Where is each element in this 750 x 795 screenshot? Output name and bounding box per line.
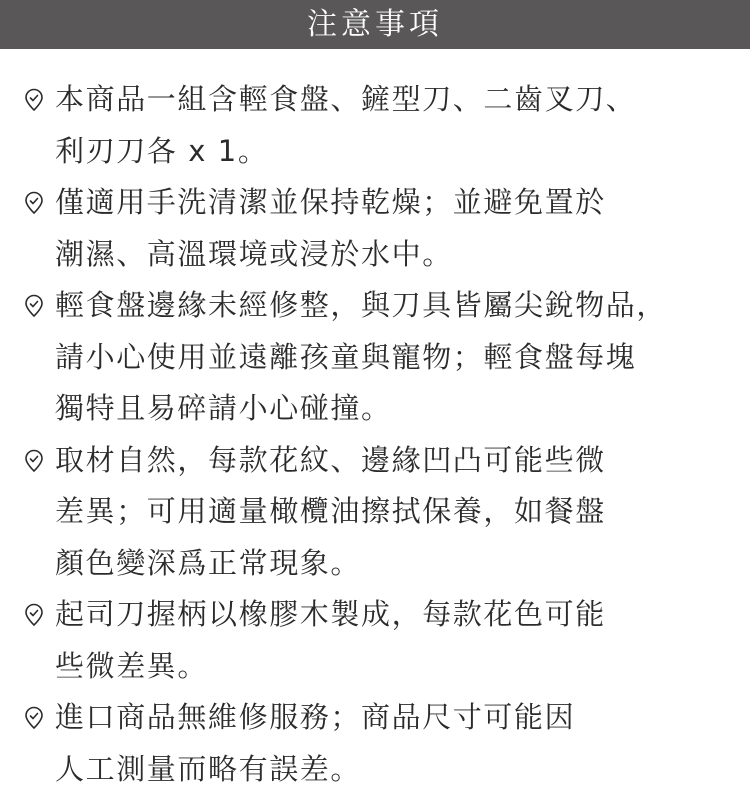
location-pin-check-icon <box>22 706 46 730</box>
note-line: 取材自然，每款花紋、邊緣凹凸可能些微 <box>55 435 736 487</box>
note-line: 些微差異。 <box>55 641 736 693</box>
location-pin-check-icon <box>22 449 46 473</box>
note-line: 顏色變深爲正常現象。 <box>55 538 736 590</box>
note-item <box>0 280 750 435</box>
location-pin-check-icon <box>22 88 46 112</box>
note-line: 差異；可用適量橄欖油擦拭保養，如餐盤 <box>55 486 736 538</box>
note-line: 輕食盤邊緣未經修整，與刀具皆屬尖銳物品， <box>55 280 736 332</box>
notes-list <box>0 74 750 795</box>
page-title: 注意事項 <box>307 10 443 40</box>
note-item <box>0 692 750 795</box>
location-pin-check-icon <box>22 603 46 627</box>
note-line: 進口商品無維修服務；商品尺寸可能因 <box>55 692 736 744</box>
note-line: 人工測量而略有誤差。 <box>55 744 736 795</box>
location-pin-check-icon <box>22 294 46 318</box>
note-item <box>0 177 750 280</box>
note-line: 潮濕、高溫環境或浸於水中。 <box>55 229 736 281</box>
note-line: 利刃刀各 x 1。 <box>55 126 736 178</box>
note-line: 起司刀握柄以橡膠木製成，每款花色可能 <box>55 589 736 641</box>
note-line: 獨特且易碎請小心碰撞。 <box>55 383 736 435</box>
note-line: 本商品一組含輕食盤、鏟型刀、二齒叉刀、 <box>55 74 736 126</box>
note-line: 請小心使用並遠離孩童與寵物；輕食盤每塊 <box>55 332 736 384</box>
note-item <box>0 589 750 692</box>
note-line: 僅適用手洗清潔並保持乾燥；並避免置於 <box>55 177 736 229</box>
note-item <box>0 74 750 177</box>
header-bar <box>0 0 750 49</box>
location-pin-check-icon <box>22 191 46 215</box>
note-item <box>0 435 750 590</box>
